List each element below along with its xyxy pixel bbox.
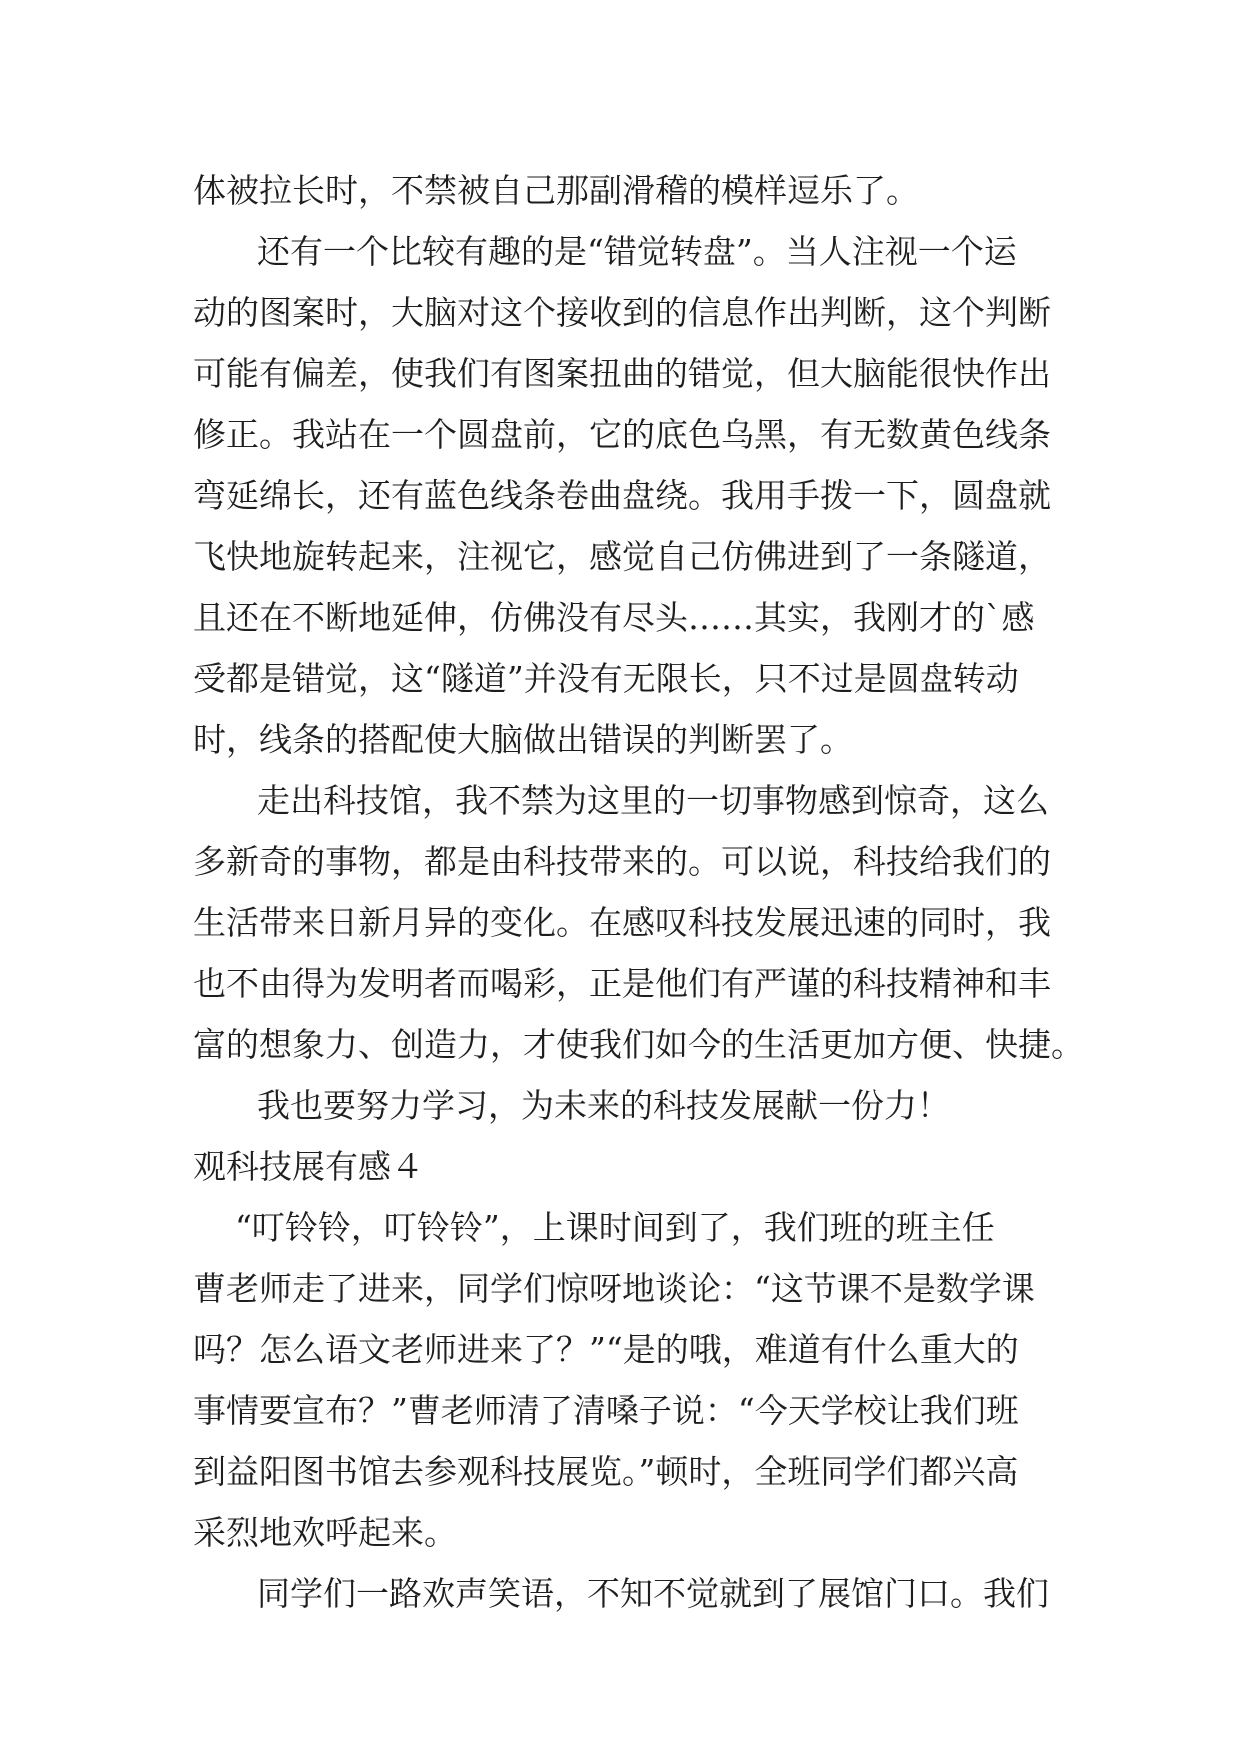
text-line: 也不由得为发明者而喝彩，正是他们有严谨的科技精神和丰 (193, 964, 1051, 1003)
paragraph-start-line: “叮铃铃，叮铃铃”，上课时间到了，我们班的班主任 (235, 1208, 995, 1247)
text-line: 生活带来日新月异的变化。在感叹科技发展迅速的同时，我 (193, 903, 1051, 942)
text-line: 采烈地欢呼起来。 (193, 1513, 457, 1552)
text-line: 体被拉长时，不禁被自己那副滑稽的模样逗乐了。 (193, 171, 919, 210)
text-line: 富的想象力、创造力，才使我们如今的生活更加方便、快捷。 (193, 1025, 1084, 1064)
text-line: 吗？怎么语文老师进来了？”“是的哦，难道有什么重大的 (193, 1330, 1019, 1369)
section-heading: 观科技展有感４ (193, 1147, 424, 1186)
text-line: 修正。我站在一个圆盘前，它的底色乌黑，有无数黄色线条 (193, 415, 1051, 454)
text-line: 飞快地旋转起来，注视它，感觉自己仿佛进到了一条隧道， (193, 537, 1051, 576)
text-line: 曹老师走了进来，同学们惊呀地谈论：“这节课不是数学课 (193, 1269, 1035, 1308)
paragraph-start-line: 我也要努力学习，为未来的科技发展献一份力！ (257, 1086, 950, 1125)
text-line: 动的图案时，大脑对这个接收到的信息作出判断，这个判断 (193, 293, 1051, 332)
text-line: 弯延绵长，还有蓝色线条卷曲盘绕。我用手拨一下，圆盘就 (193, 476, 1051, 515)
paragraph-start-line: 还有一个比较有趣的是“错觉转盘”。当人注视一个运 (257, 232, 1017, 271)
text-line: 事情要宣布？”曹老师清了清嗓子说：“今天学校让我们班 (193, 1391, 1019, 1430)
paragraph-start-line: 走出科技馆，我不禁为这里的一切事物感到惊奇，这么 (257, 781, 1049, 820)
paragraph-start-line: 同学们一路欢声笑语，不知不觉就到了展馆门口。我们 (257, 1574, 1049, 1613)
text-line: 到益阳图书馆去参观科技展览。”顿时，全班同学们都兴高 (193, 1452, 1019, 1491)
text-line: 且还在不断地延伸，仿佛没有尽头……其实，我刚才的`感 (193, 598, 1035, 637)
text-line: 可能有偏差，使我们有图案扭曲的错觉，但大脑能很快作出 (193, 354, 1051, 393)
text-line: 时，线条的搭配使大脑做出错误的判断罢了。 (193, 720, 853, 759)
document-body (193, 160, 1084, 1624)
text-line: 多新奇的事物，都是由科技带来的。可以说，科技给我们的 (193, 842, 1051, 881)
text-line: 受都是错觉，这“隧道”并没有无限长，只不过是圆盘转动 (193, 659, 1019, 698)
